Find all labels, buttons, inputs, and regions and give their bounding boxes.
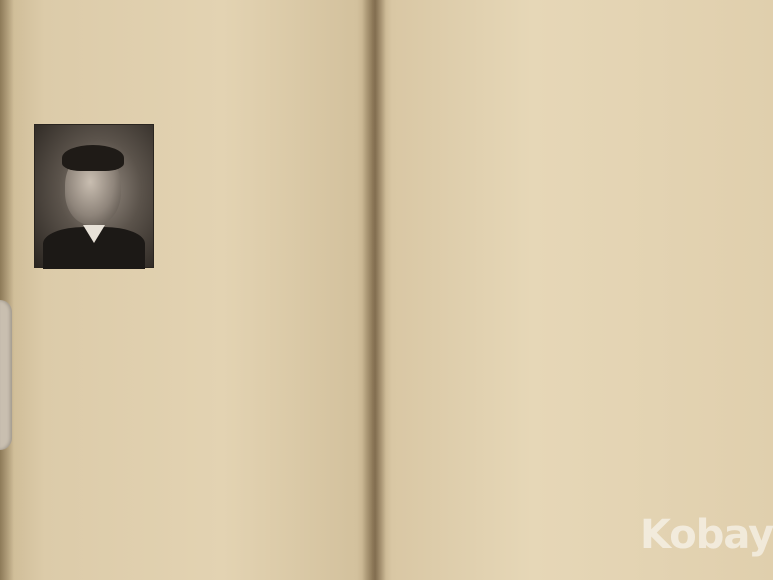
watermark: Kobay	[640, 512, 773, 558]
right-body-column	[394, 8, 756, 428]
portrait-hair	[62, 145, 124, 171]
article-kicker	[226, 106, 366, 156]
book-gutter	[362, 0, 386, 580]
page-edge-shadow	[0, 0, 14, 580]
section-heading	[38, 297, 198, 311]
left-body-column	[32, 325, 366, 580]
portrait-photo	[34, 124, 154, 268]
article-headline	[100, 52, 340, 84]
section-heading	[420, 448, 648, 462]
left-page	[0, 0, 372, 580]
index-tab	[0, 300, 12, 450]
interviewer-byline	[190, 229, 366, 243]
right-page	[372, 0, 773, 580]
